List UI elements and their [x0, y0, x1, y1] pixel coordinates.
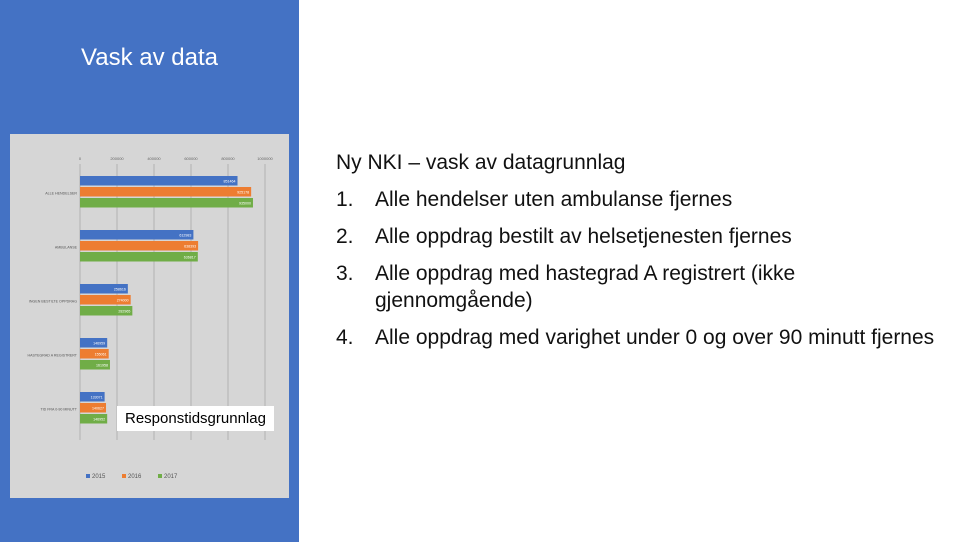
item-number: 4. [336, 326, 354, 349]
list-item [336, 186, 936, 213]
slide-title: Vask av data [81, 44, 218, 71]
list-item [336, 260, 936, 314]
item-text: Alle hendelser uten ambulanse fjernes [375, 188, 733, 211]
item-number: 1. [336, 188, 354, 211]
category-label: INGEN BESTILTE OPPDRAG [28, 299, 77, 304]
x-tick-label: 1000000 [257, 156, 273, 161]
bar-chart [10, 134, 289, 498]
data-label: 133071 [90, 395, 103, 400]
legend-label: 2016 [128, 474, 142, 480]
x-tick-label: 800000 [221, 156, 235, 161]
content-area [336, 150, 936, 361]
legend-label: 2017 [164, 474, 178, 480]
x-tick-label: 0 [78, 156, 82, 161]
bar [80, 252, 198, 262]
data-label: 274000 [116, 298, 129, 303]
left-panel [0, 0, 299, 542]
bar [80, 241, 198, 251]
x-tick-label: 400000 [147, 156, 161, 161]
item-number: 3. [336, 262, 354, 285]
data-label: 146959 [93, 341, 106, 346]
steps-list [336, 186, 936, 351]
legend-label: 2015 [92, 474, 106, 480]
legend-swatch [158, 474, 162, 478]
data-label: 935000 [238, 201, 251, 206]
data-label: 638393 [184, 244, 197, 249]
data-label: 140627 [92, 406, 105, 411]
category-label: HASTEGRAD A REGISTRERT [27, 353, 77, 358]
content-heading: Ny NKI – vask av datagrunnlag [336, 151, 626, 174]
data-label: 282965 [118, 309, 131, 314]
data-label: 636817 [183, 255, 196, 260]
category-label: ALLE HENDELSER [45, 191, 77, 196]
data-label: 155061 [94, 352, 107, 357]
chart-callout: Responstidsgrunnlag [117, 406, 274, 431]
bar [80, 176, 238, 186]
chart-image [10, 134, 289, 498]
item-text: Alle oppdrag bestilt av helsetjenesten fjernes [375, 225, 792, 248]
x-tick-label: 600000 [184, 156, 198, 161]
item-number: 2. [336, 225, 354, 248]
bar [80, 187, 251, 197]
list-item [336, 223, 936, 250]
item-text: Alle oppdrag med hastegrad A registrert (ikke gjennomgående) [375, 262, 796, 312]
legend-swatch [86, 474, 90, 478]
item-text: Alle oppdrag med varighet under 0 og over 90 minutt fjernes [375, 326, 935, 349]
data-label: 146952 [93, 417, 106, 422]
x-tick-label: 200000 [110, 156, 124, 161]
bar [80, 198, 253, 208]
list-item [336, 324, 936, 351]
data-label: 161958 [95, 363, 108, 368]
data-label: 851464 [223, 179, 236, 184]
legend-swatch [122, 474, 126, 478]
category-label: TID FRA 0-90 MINUTT [40, 407, 77, 412]
data-label: 612983 [179, 233, 192, 238]
data-label: 258616 [113, 287, 126, 292]
category-label: AMBULANSE [54, 245, 77, 250]
bar [80, 230, 193, 240]
data-label: 925178 [237, 190, 250, 195]
